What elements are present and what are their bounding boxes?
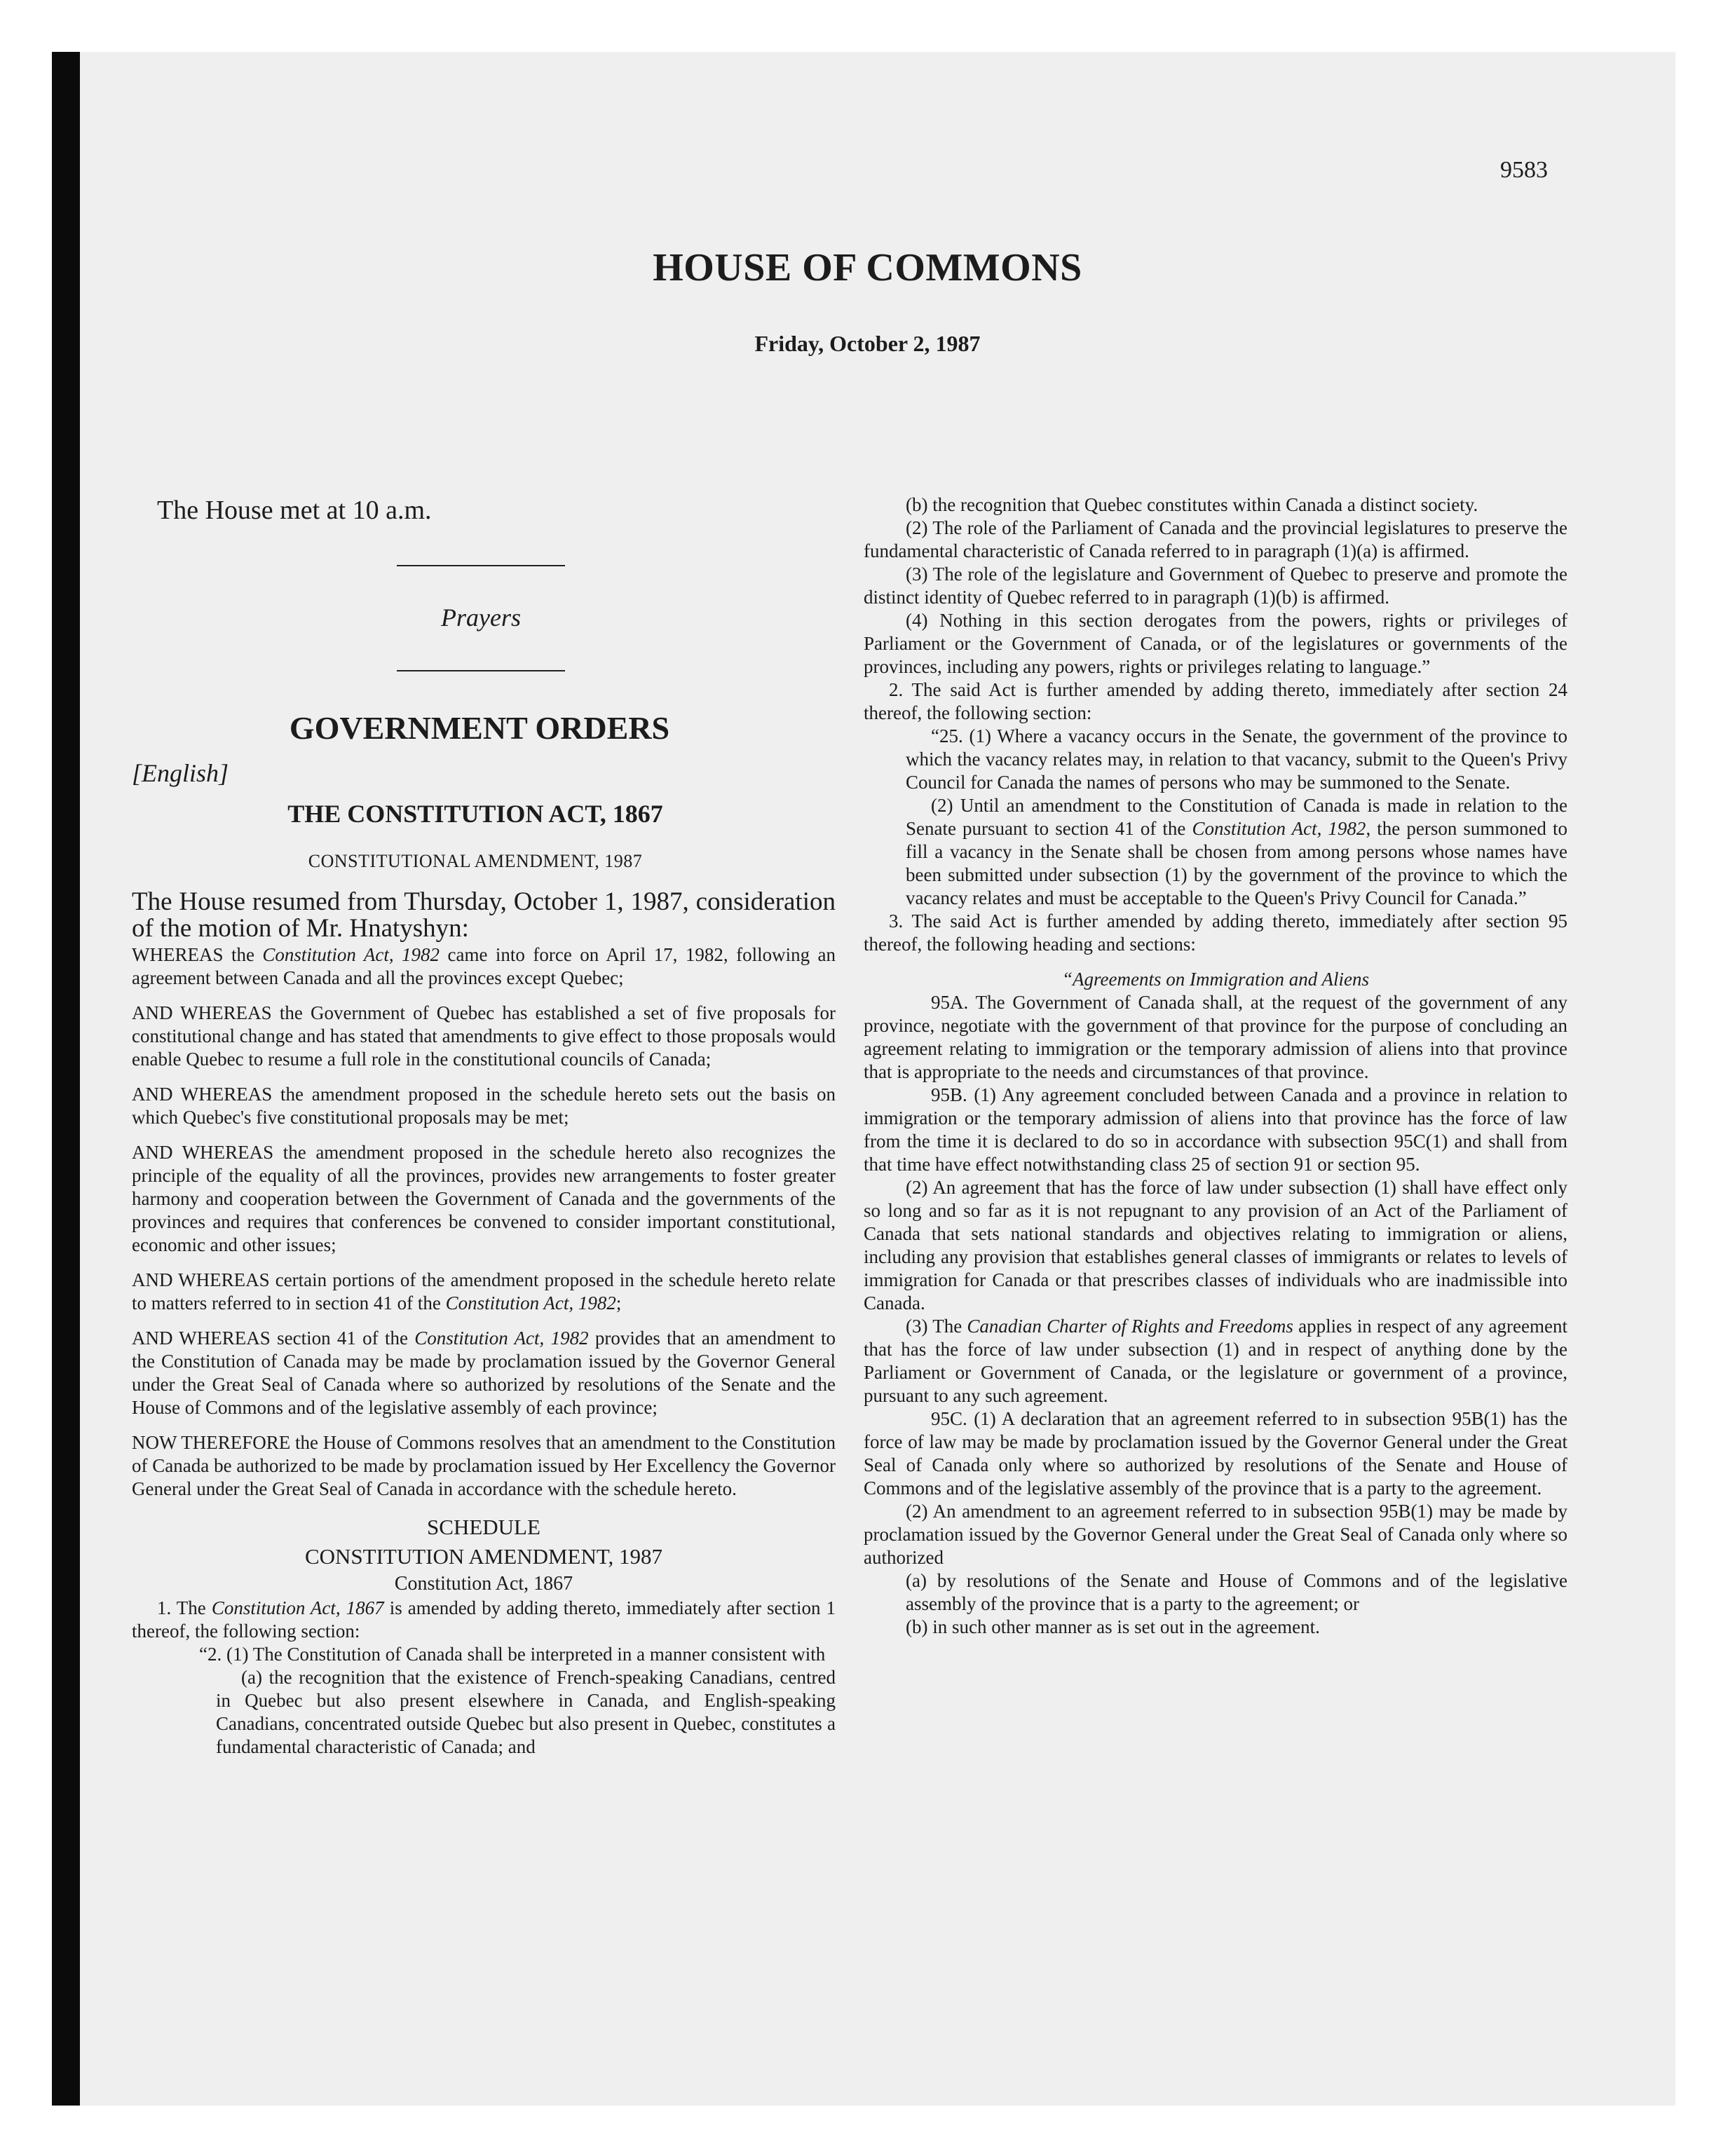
schedule-heading: SCHEDULE [427, 1515, 540, 1539]
house-met-line: The House met at 10 a.m. [157, 496, 432, 525]
amendment-title: CONSTITUTIONAL AMENDMENT, 1987 [308, 851, 643, 871]
page-title: HOUSE OF COMMONS [653, 246, 1082, 289]
section-95a: 95A. The Government of Canada shall, at the request of the government of any province, negotiate with the government of that province for the purpose of concluding an agreement relating to immigration or the temporary admission of aliens into that province that is appropriate to the needs and circumstances of that province. [864, 992, 1567, 1082]
section-95c-2-b: (b) in such other manner as is set out in the agreement. [906, 1616, 1320, 1637]
whereas-paragraph: AND WHEREAS the Government of Quebec has established a set of five proposals for constitutional change and has stated that amendments to give effect to those proposals would enable Quebec to resume a full role in the constitutional councils of Canada; [132, 1002, 836, 1070]
page-number: 9583 [1500, 157, 1548, 183]
whereas-paragraph: AND WHEREAS section 41 of the Constitution Act, 1982 provides that an amendment to the Constitution of Canada may be made by proclamation issued by the Governor General under the Great Seal of Canada where so authorized by resolutions of the Senate and the House of Commons and of the legislative assembly of each province; [132, 1328, 836, 1418]
section-heading: GOVERNMENT ORDERS [289, 710, 670, 746]
amendment-section-3: 3. The said Act is further amended by adding thereto, immediately after section 95 thereof, the following heading and sections: [864, 910, 1567, 955]
divider [397, 565, 565, 566]
prayers-heading: Prayers [441, 603, 521, 632]
amendment-section-1: 1. The Constitution Act, 1867 is amended by adding thereto, immediately after section 1 thereof, the following section: [132, 1597, 836, 1642]
schedule-act-heading: Constitution Act, 1867 [394, 1573, 573, 1595]
immigration-heading: “Agreements on Immigration and Aliens [1062, 969, 1369, 990]
section-95b-3: (3) The Canadian Charter of Rights and Freedoms applies in respect of any agreement that has the force of law under subsection (1) and in respect of anything done by the Parliament or Government of Canada, or the legislature or government of a province, pursuant to any such agreement. [864, 1316, 1567, 1406]
new-section-25-2: (2) Until an amendment to the Constitution of Canada is made in relation to the Senate pursuant to section 41 of the Constitution Act, 1982, the person summoned to fill a vacancy in the Senate shall be chosen from among persons whose names have been submitted under subsection (1) by the government of the province to which the vacancy relates and must be acceptable to the Queen's Privy Council for Canada.” [906, 795, 1567, 908]
right-column [864, 493, 1567, 1639]
paragraph-a: (a) the recognition that the existence of French-speaking Canadians, centred in Quebec but also present elsewhere in Canada, and English-speaking Canadians, concentrated outside Quebec but also present in Quebec, constitutes a fundamental characteristic of Canada; and [216, 1667, 836, 1757]
amendment-section-2: 2. The said Act is further amended by adding thereto, immediately after section 24 thereof, the following section: [864, 679, 1567, 723]
resumed-paragraph: The House resumed from Thursday, October 1, 1987, consideration of the motion of Mr. Hnatyshyn: [132, 887, 836, 943]
whereas-paragraph: AND WHEREAS the amendment proposed in the schedule hereto also recognizes the principle of the equality of all the provinces, provides new arrangements to foster greater harmony and cooperation between the Government of Canada and the governments of the provinces and requires that conferences be convened to consider important constitutional, economic and other issues; [132, 1142, 836, 1255]
whereas-paragraph: AND WHEREAS the amendment proposed in the schedule hereto sets out the basis on which Quebec's five constitutional proposals may be met; [132, 1084, 836, 1128]
section-95b-2: (2) An agreement that has the force of law under subsection (1) shall have effect only so long and so far as it is not repugnant to any provision of an Act of the Parliament of Canada that sets national standards and objectives relating to immigration or aliens, including any provision that establishes general classes of immigrants or relates to levels of immigration for Canada or that prescribes classes of individuals who are inadmissible into Canada. [864, 1177, 1567, 1314]
subsection-2: (2) The role of the Parliament of Canada and the provincial legislatures to preserve the fundamental characteristic of Canada referred to in paragraph (1)(a) is affirmed. [864, 517, 1567, 561]
section-95c-2-a: (a) by resolutions of the Senate and House of Commons and of the legislative assembly of the province that is a party to the agreement; or [906, 1570, 1567, 1614]
subsection-3: (3) The role of the legislature and Government of Quebec to preserve and promote the distinct identity of Quebec referred to in paragraph (1)(b) is affirmed. [864, 564, 1567, 608]
binding-edge [52, 52, 80, 2106]
section-95b-1: 95B. (1) Any agreement concluded between Canada and a province in relation to immigration or the temporary admission of aliens into that province has the force of law from the time it is declared to do so in accordance with subsection 95C(1) and shall from that time have effect notwithstanding class 25 of section 91 or section 95. [864, 1084, 1567, 1175]
section-95c-2: (2) An amendment to an agreement referred to in subsection 95B(1) may be made by proclamation issued by the Governor General under the Great Seal of Canada only where so authorized [864, 1501, 1567, 1568]
act-title: THE CONSTITUTION ACT, 1867 [287, 800, 663, 828]
new-section-25-1: “25. (1) Where a vacancy occurs in the Senate, the government of the province to which the vacancy relates may, in relation to that vacancy, submit to the Queen's Privy Council for Canada the names of persons who may be summoned to the Senate. [906, 725, 1567, 793]
divider [397, 670, 565, 671]
subsection-4: (4) Nothing in this section derogates from the powers, rights or privileges of Parliament or the Government of Canada, or of the legislatures or governments of the provinces, including any powers, rights or privileges relating to language.” [864, 610, 1567, 677]
new-section-2: “2. (1) The Constitution of Canada shall be interpreted in a manner consistent with [199, 1644, 826, 1665]
paragraph-b: (b) the recognition that Quebec constitutes within Canada a distinct society. [906, 494, 1478, 515]
resolution-paragraph: NOW THEREFORE the House of Commons resolves that an amendment to the Constitution of Canada be authorized to be made by proclamation issued by Her Excellency the Governor General under the Great Seal of Canada in accordance with the schedule hereto. [132, 1432, 836, 1499]
sitting-date: Friday, October 2, 1987 [754, 331, 981, 356]
left-column [132, 943, 836, 1759]
section-95c-1: 95C. (1) A declaration that an agreement referred to in subsection 95B(1) has the force of law may be made by proclamation issued by the Governor General under the Great Seal of Canada only where so authorized by resolutions of the Senate and House of Commons and of the legislative assembly of the province that is a party to the agreement. [864, 1408, 1567, 1499]
language-tag: [English] [132, 759, 229, 787]
whereas-paragraph: WHEREAS the Constitution Act, 1982 came into force on April 17, 1982, following an agreement between Canada and all the provinces except Quebec; [132, 944, 836, 988]
schedule-subheading: CONSTITUTION AMENDMENT, 1987 [304, 1544, 663, 1569]
whereas-paragraph: AND WHEREAS certain portions of the amendment proposed in the schedule hereto relate to matters referred to in section 41 of the Constitution Act, 1982; [132, 1269, 836, 1314]
